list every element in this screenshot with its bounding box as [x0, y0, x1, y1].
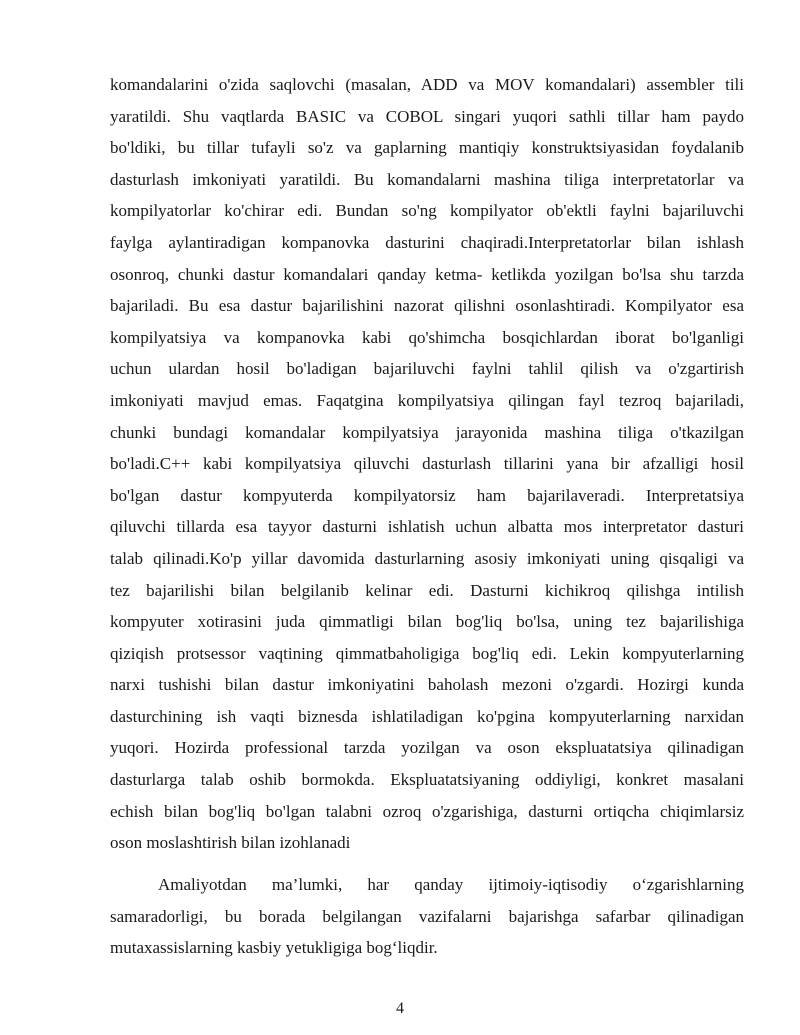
text-line: bo'ladi.C++ kabi kompilyatsiya qiluvchi dasturlash tillarini yana bir afzalligi hosil	[110, 454, 744, 474]
text-line: dasturchining ish vaqti biznesda ishlatiladigan ko'pgina kompyuterlarning narxidan	[110, 706, 744, 726]
text-line: oson moslashtirish bilan izohlanadi	[110, 833, 351, 853]
text-line: komandalarini o'zida saqlovchi (masalan, ADD va MOV komandalari) assembler tili	[110, 75, 744, 94]
text-line: bo'ldiki, bu tillar tufayli so'z va gaplarning mantiqiy konstruktsiyasidan foydalanib	[110, 138, 744, 158]
text-line: faylga aylantiradigan kompanovka dasturini chaqiradi.Interpretatorlar bilan ishlash	[110, 232, 744, 252]
text-line: dasturlarga talab oshib bormokda. Ekspluatatsiyaning oddiyligi, konkret masalani	[110, 770, 744, 790]
text-line: samaradorligi, bu borada belgilangan vazifalarni bajarishga safarbar qilinadigan	[110, 906, 744, 926]
text-line: osonroq, chunki dastur komandalari qanday ketma- ketlikda yozilgan bo'lsa shu tarzda	[110, 264, 744, 284]
text-line: kompyuter xotirasini juda qimmatligi bilan bog'liq bo'lsa, uning tez bajarilishiga	[110, 612, 744, 632]
text-line: tez bajarilishi bilan belgilanib kelinar edi. Dasturni kichikroq qilishga intilish	[110, 580, 744, 600]
text-line: qiziqish protsessor vaqtining qimmatbaholigiga bog'liq edi. Lekin kompyuterlarning	[110, 643, 744, 663]
text-line: kompilyatorlar ko'chirar edi. Bundan so'ng kompilyator ob'ektli faylni bajariluvchi	[110, 201, 744, 221]
text-line: uchun ulardan hosil bo'ladigan bajariluvchi faylni tahlil qilish va o'zgartirish	[110, 359, 744, 379]
text-line: narxi tushishi bilan dastur imkoniyatini baholash mezoni o'zgardi. Hozirgi kunda	[110, 675, 744, 695]
text-line: dasturlash imkoniyati yaratildi. Bu komandalarni mashina tiliga interpretatorlar va	[110, 169, 744, 189]
text-line: qiluvchi tillarda esa tayyor dasturni ishlatish uchun albatta mos interpretator dasturi	[110, 517, 744, 537]
text-line: Amaliyotdan ma’lumki, har qanday ijtimoiy-iqtisodiy o‘zgarishlarning	[158, 875, 744, 894]
body-paragraph-2	[110, 869, 744, 964]
text-line: mutaxassislarning kasbiy yetukligiga bog‘liqdir.	[110, 938, 438, 958]
text-line: bajariladi. Bu esa dastur bajarilishini nazorat qilishni osonlashtiradi. Kompilyator esa	[110, 296, 744, 316]
text-line: echish bilan bog'liq bo'lgan talabni ozroq o'zgarishiga, dasturni ortiqcha chiqimlarsiz	[110, 801, 744, 821]
text-line: yaratildi. Shu vaqtlarda BASIC va COBOL singari yuqori sathli tillar ham paydo	[110, 106, 744, 126]
body-paragraph-1	[110, 69, 744, 859]
text-line: talab qilinadi.Ko'p yillar davomida dasturlarning asosiy imkoniyati uning qisqaligi va	[110, 548, 744, 568]
text-line: kompilyatsiya va kompanovka kabi qo'shimcha bosqichlardan iborat bo'lganligi	[110, 327, 744, 347]
text-line: bo'lgan dastur kompyuterda kompilyatorsiz ham bajarilaveradi. Interpretatsiya	[110, 485, 744, 505]
page-number: 4	[396, 1000, 404, 1017]
text-line: imkoniyati mavjud emas. Faqatgina kompilyatsiya qilingan fayl tezroq bajariladi,	[110, 390, 744, 410]
text-line: yuqori. Hozirda professional tarzda yozilgan va oson ekspluatatsiya qilinadigan	[110, 738, 744, 758]
text-line: chunki bundagi komandalar kompilyatsiya jarayonida mashina tiliga o'tkazilgan	[110, 422, 744, 442]
